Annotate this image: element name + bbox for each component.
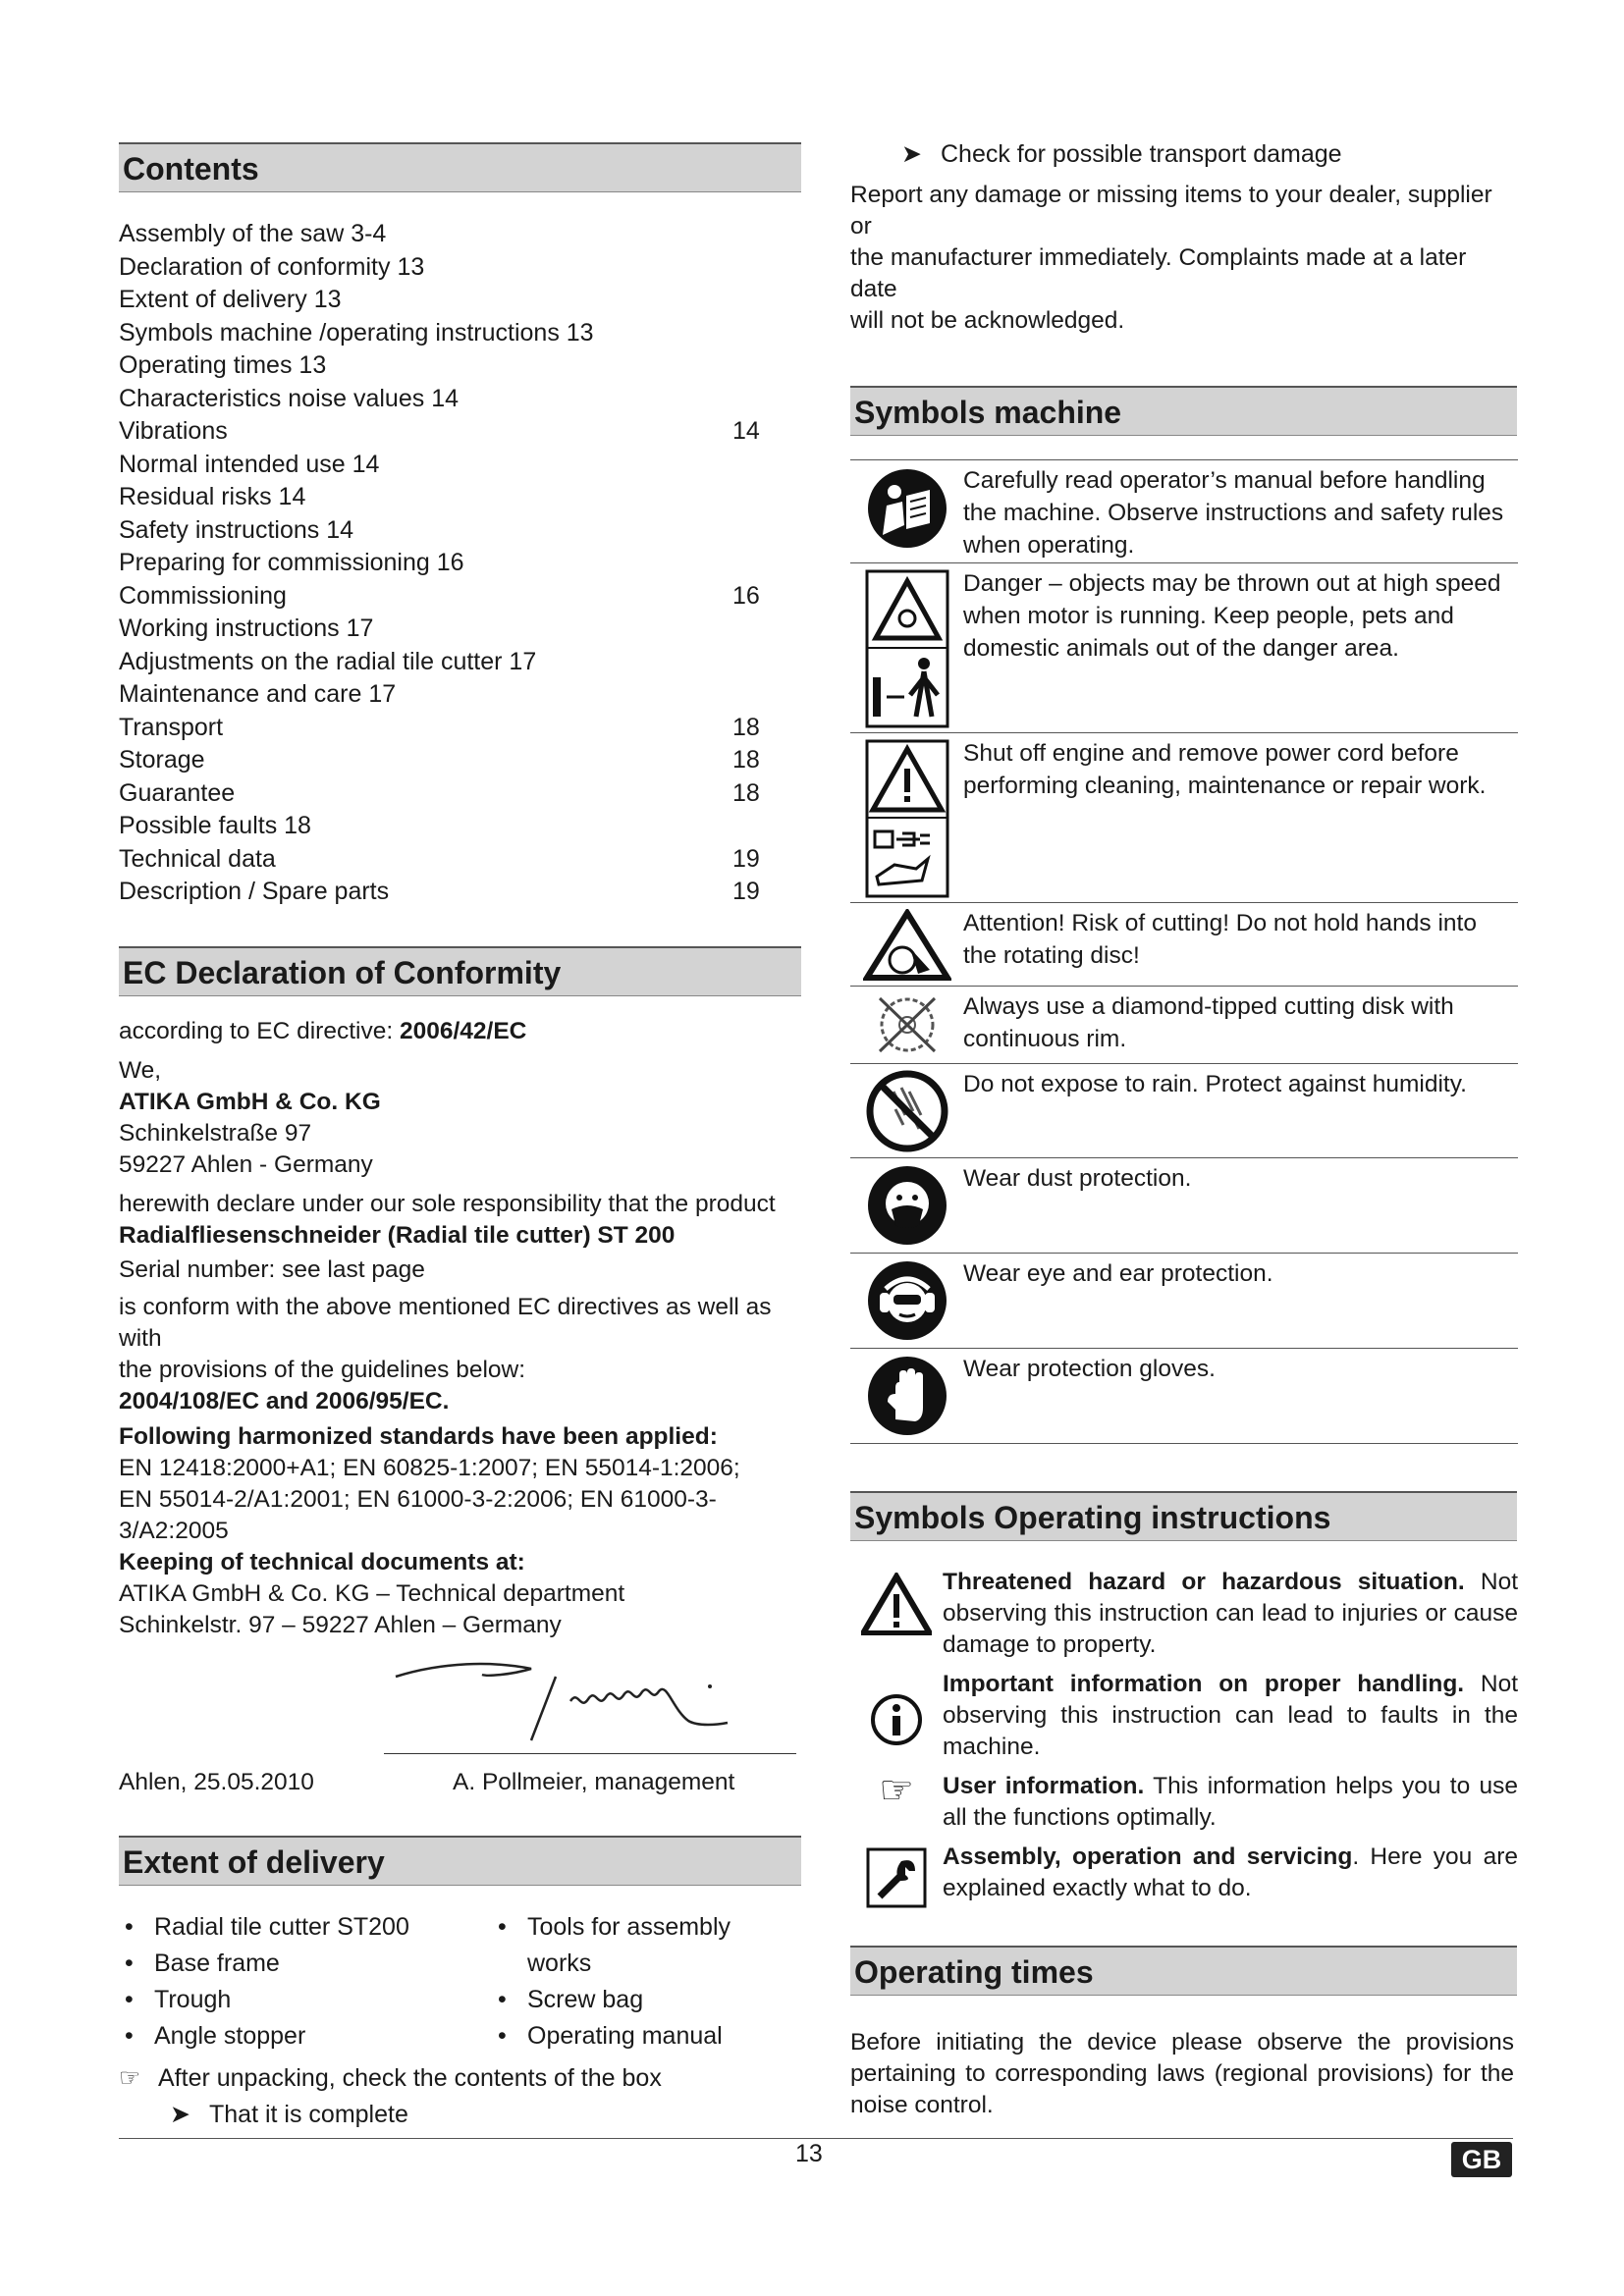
symbol-text: Carefully read operator’s manual before handling the machine. Observe instructions and safety rules when operating. [963,467,1504,559]
op-symbol-row [850,1669,1518,1763]
symbol-row [850,459,1518,562]
op-symbol-text: User information. This information helps you to use all the functions optimally. [943,1773,1518,1831]
symbols-op-heading: Symbols Operating instructions [850,1491,1517,1541]
symbol-text: Shut off engine and remove power cord before performing cleaning, maintenance or repair work. [963,740,1487,799]
toc-entry-text: Assembly of the saw 3-4 [119,220,387,247]
serial-text: Serial number: see last page [119,1255,425,1283]
toc-entry [119,777,796,811]
contents-heading: Contents [119,142,801,192]
symbol-text: Do not expose to rain. Protect against humidity. [963,1071,1467,1097]
toc-entry-text: Guarantee [119,778,236,807]
cutting-disc-warning-icon [850,903,963,986]
we-text: We, [119,1056,162,1084]
unplug-warning-icon [850,733,963,902]
toc-entry-text: Vibrations [119,417,228,445]
toc-entry-text: Transport [119,713,224,741]
delivery-col-1 [119,1909,492,2055]
pointing-hand-icon: ☞ [879,1769,914,1812]
symbols-machine-table [850,459,1518,1444]
symbol-text: Wear eye and ear protection. [963,1260,1273,1287]
op-symbol-row [850,1842,1518,1908]
list-item: • Operating manual [492,2018,731,2055]
op-symbol-text: Assembly, operation and servicing. Here you are explained exactly what to do. [943,1843,1519,1901]
toc-entry [119,383,796,416]
toc-entry [119,218,796,251]
symbol-text: Wear dust protection. [963,1165,1192,1192]
toc-entry-text: Characteristics noise values 14 [119,384,459,412]
conform-line-2: the provisions of the guidelines below: [119,1356,526,1383]
symbol-text: Attention! Risk of cutting! Do not hold hands into the rotating disc! [963,910,1477,969]
toc-entry-page: 18 [732,778,760,807]
toc-entry-text: Possible faults 18 [119,812,311,839]
directive-prefix: according to EC directive: [119,1017,400,1044]
symbol-row [850,1253,1518,1348]
toc-entry [119,810,796,843]
directive: 2006/42/EC [399,1017,527,1044]
place-date: Ahlen, 25.05.2010 [119,1768,314,1795]
symbol-row [850,732,1518,902]
standards-line-1: EN 12418:2000+A1; EN 60825-1:2007; EN 55014-1:2006; [119,1454,740,1481]
delivery-list [119,1909,796,2055]
symbol-row [850,902,1518,986]
toc-entry [119,843,796,877]
op-symbol-text: Important information on proper handling. Not observing this instruction can lead to faults in the machine. [943,1671,1519,1760]
toc-entry [119,613,796,646]
table-of-contents [119,218,796,909]
product-name: Radialfliesenschneider (Radial tile cutter) ST 200 [119,1221,676,1249]
signature-block [119,1641,796,1759]
declare-text: herewith declare under our sole responsibility that the product [119,1190,776,1217]
diamond-disc-icon [850,987,963,1063]
list-item: • Radial tile cutter ST200 [119,1909,492,1946]
read-manual-icon [850,460,963,562]
operating-times-heading: Operating times [850,1946,1517,1996]
list-item: • Trough [119,1982,492,2018]
toc-entry-page: 19 [732,844,760,873]
symbol-row [850,1348,1518,1444]
toc-entry-text: Description / Spare parts [119,878,390,905]
arrow-icon: ➤ [901,140,922,168]
unpacking-note: ☞ After unpacking, check the contents of the box [119,2060,796,2097]
symbol-row [850,1063,1518,1157]
toc-entry-page: 18 [732,746,760,774]
symbol-row [850,1157,1518,1253]
toc-entry-text: Storage [119,746,205,774]
toc-entry [119,678,796,712]
standards-heading: Following harmonized standards have been applied: [119,1422,718,1450]
symbol-row [850,986,1518,1063]
dust-mask-icon [850,1158,963,1253]
op-symbol-row [850,1567,1518,1661]
keeping-line-2: Schinkelstr. 97 – 59227 Ahlen – Germany [119,1611,562,1638]
toc-entry [119,415,796,449]
symbol-text: Wear protection gloves. [963,1356,1216,1382]
list-item: • Screw bag [492,1982,731,2018]
toc-entry [119,317,796,350]
toc-entry [119,449,796,482]
thrown-objects-icon [850,563,963,732]
hazard-icon [850,1567,943,1661]
toc-entry-text: Safety instructions 14 [119,515,354,544]
toc-entry-text: Operating times 13 [119,351,327,379]
signature-line [384,1753,796,1754]
company-city: 59227 Ahlen - Germany [119,1150,373,1178]
toc-entry-page: 16 [732,581,760,610]
toc-entry-page: 19 [732,878,760,905]
toc-entry-text: Adjustments on the radial tile cutter 17 [119,647,537,675]
symbol-text: Always use a diamond-tipped cutting disk with continuous rim. [963,993,1454,1052]
keeping-heading: Keeping of technical documents at: [119,1548,525,1575]
toc-entry-text: Maintenance and care 17 [119,680,397,708]
right-column [850,142,1518,2121]
eye-ear-protection-icon [850,1254,963,1348]
operating-times-text: Before initiating the device please observe the provisions pertaining to corresponding laws (regional provisions) for the noise control. [850,2029,1514,2118]
check-item: ➤ That it is complete [119,2097,796,2133]
toc-entry [119,744,796,777]
toc-entry [119,547,796,580]
standards-line-2: EN 55014-2/A1:2001; EN 61000-3-2:2006; EN 61000-3-3/A2:2005 [119,1485,717,1544]
toc-entry-text: Residual risks 14 [119,483,306,510]
toc-entry-text: Working instructions 17 [119,614,374,642]
toc-entry [119,514,796,548]
op-symbol-text: Threatened hazard or hazardous situation. Not observing this instruction can lead to injuries or cause damage to property. [943,1569,1518,1658]
signature-caption [119,1767,796,1800]
symbol-row [850,562,1518,732]
language-badge: GB [1451,2142,1512,2177]
no-rain-icon [850,1064,963,1157]
list-item: • Base frame [119,1946,492,1982]
signatory: A. Pollmeier, management [453,1768,735,1795]
keeping-line-1: ATIKA GmbH & Co. KG – Technical department [119,1579,625,1607]
company-name: ATIKA GmbH & Co. KG [119,1088,381,1115]
toc-entry [119,580,796,614]
toc-entry-text: Technical data [119,844,276,873]
op-symbol-row [850,1771,1518,1834]
left-column [119,142,796,2133]
report-text: Report any damage or missing items to your dealer, supplier or the manufacturer immediately. Complaints made at a later date will not be acknowledged. [850,182,1492,334]
gloves-icon [850,1349,963,1443]
toc-entry-page: 14 [732,417,760,445]
delivery-heading: Extent of delivery [119,1836,801,1886]
declaration-body [119,1016,796,1641]
guidelines: 2004/108/EC and 2006/95/EC. [119,1387,450,1415]
toc-entry [119,712,796,745]
pointing-hand-icon: ☞ [119,2063,141,2092]
check-item: ➤ Check for possible transport damage [901,140,1342,168]
toc-entry [119,251,796,285]
toc-entry [119,284,796,317]
toc-entry-text: Symbols machine /operating instructions 13 [119,318,594,347]
info-icon [850,1669,943,1763]
arrow-icon: ➤ [170,2100,190,2128]
list-item: • Tools for assembly [492,1909,731,1946]
toc-entry-page: 18 [732,713,760,741]
toc-entry [119,646,796,679]
list-item: • Angle stopper [119,2018,492,2055]
list-item-continued: works [527,1949,592,1977]
toc-entry [119,481,796,514]
toc-entry-text: Extent of delivery 13 [119,286,342,313]
footer-rule [119,2138,1513,2139]
toc-entry-text: Normal intended use 14 [119,450,380,478]
toc-entry [119,876,796,909]
declaration-heading: EC Declaration of Conformity [119,946,801,996]
toc-entry [119,349,796,383]
company-street: Schinkelstraße 97 [119,1119,312,1147]
symbols-op-list [850,1567,1518,1908]
wrench-icon [850,1842,943,1908]
signature-image [384,1647,796,1755]
toc-entry-text: Declaration of conformity 13 [119,252,425,281]
toc-entry-text: Preparing for commissioning 16 [119,549,464,576]
symbols-machine-heading: Symbols machine [850,386,1517,436]
conform-line-1: is conform with the above mentioned EC directives as well as with [119,1293,772,1352]
delivery-col-2 [492,1909,731,2055]
symbol-text: Danger – objects may be thrown out at high speed when motor is running. Keep people, pets and domestic animals out of the danger area. [963,570,1501,662]
toc-entry-text: Commissioning [119,581,287,610]
page-number: 13 [795,2140,823,2167]
